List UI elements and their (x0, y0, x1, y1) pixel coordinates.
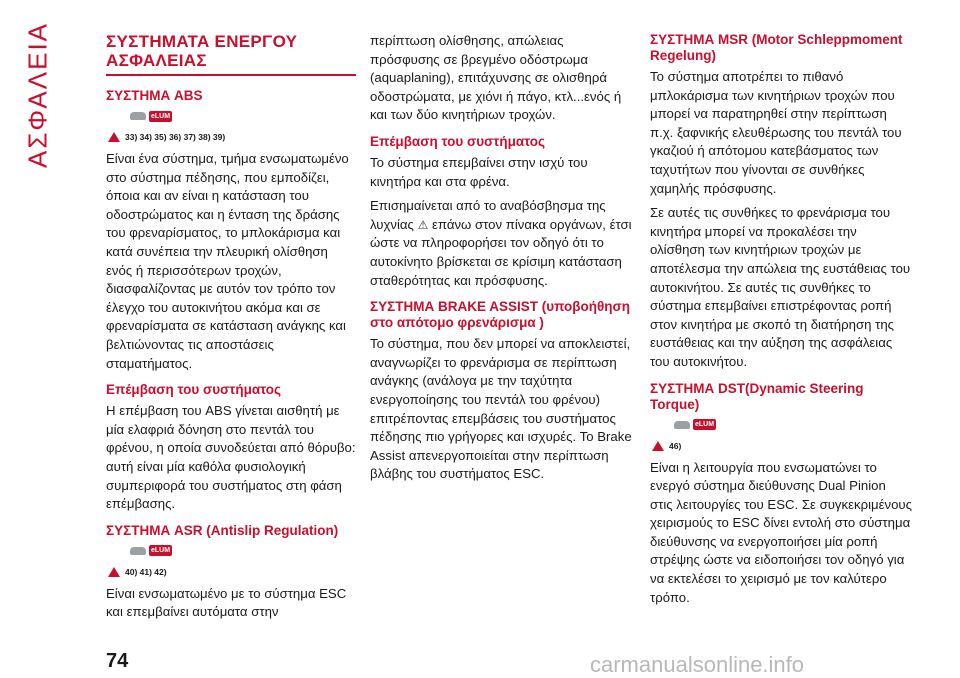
esc-warning-lamp-icon: ⚠ (417, 217, 429, 232)
dst-heading: ΣΥΣΤΗΜΑ DST(Dynamic Steering Torque) (650, 380, 864, 412)
elum-icon: eLUM (151, 547, 171, 555)
asr-body: Είναι ενσωματωμένο με το σύστημα ESC και επεμβαίνει αυτόματα στην (106, 585, 347, 620)
column-2 (370, 32, 632, 490)
elum-badge[interactable] (674, 417, 912, 433)
dst-body: Είναι η λειτουργία που ενσωματώνει το ενεργό σύστημα διεύθυνσης Dual Pinion στις λειτουργίες του ESC. Σε συγκεκριμένους χειρισμούς το ESC δίνει εντολή στο σύστημα διεύθυνσης να ενεργοποιήσει μία ροπή στρέψης ώστε να ειδοποιήσει τον οδηγό για να εκτελέσει το χειρισμό με τον καλύτερο τρόπο. (650, 459, 912, 605)
elum-icon: eLUM (695, 421, 715, 428)
asr-refs: 40) 41) 42) (125, 566, 167, 577)
car-icon (674, 421, 690, 429)
abs-intervention-body: Η επέμβαση του ABS γίνεται αισθητή με μία ελαφριά δόνηση στο πεντάλ του φρένου, η οποία συνοδεύεται από θόρυβο: αυτή είναι μία καθόλα φυσιολογική συμπεριφορά του συστήματος στη φάση επέμβασης. (106, 403, 356, 512)
asr-lamp-body: Επισημαίνεται από το αναβόσβησμα της λυχνίας ⚠ επάνω στον πίνακα οργάνων, έτσι ώστε να πληροφορήσει τον οδηγό ότι το αυτοκίνητο βρίσκεται σε κρίσιμη κατάσταση σταθερότητας και πρόσφυσης. (370, 198, 632, 288)
asr-body-cont: περίπτωση ολίσθησης, απώλειας πρόσφυσης σε βρεγμένο οδόστρωμα (aquaplaning), επιτάχυνσης σε ολισθηρά οδοστρώματα, με χιόνι ή πάγο, κτλ...ενός ή και των δύο κινητήριων τροχών. (370, 33, 622, 123)
msr-body-1: Το σύστημα αποτρέπει το πιθανό μπλοκάρισμα των κινητήριων τροχών που μπορεί να παρατηρηθεί στην περίπτωση π.χ. ξαφνικής ελευθέρωσης του πεντάλ του γκαζιού ή απότομου κατεβάσματος των ταχυτήτων που γίνονται σε συνθήκες χαμηλής πρόσφυσης. (650, 69, 902, 196)
car-icon (130, 547, 146, 555)
page-number: 74 (106, 650, 129, 672)
abs-intervention-heading: Επέμβαση του συστήματος (106, 382, 282, 398)
abs-warnings[interactable] (108, 132, 356, 142)
dst-refs: 46) (669, 440, 682, 451)
bas-heading: ΣΥΣΤΗΜΑ BRAKE ASSIST (υποβοήθηση στο απότομο φρενάρισμα ) (370, 299, 631, 331)
asr-heading: ΣΥΣΤΗΜΑ ASR (Antislip Regulation) (106, 522, 339, 538)
title-rule (106, 74, 356, 76)
column-3 (650, 32, 912, 613)
warning-icon (652, 441, 664, 451)
column-1 (106, 32, 356, 628)
msr-heading: ΣΥΣΤΗΜΑ MSR (Motor Schleppmoment Regelung) (650, 32, 903, 63)
car-icon (130, 112, 146, 120)
elum-badge[interactable] (130, 543, 356, 559)
warning-icon (108, 567, 120, 577)
bas-body: Το σύστημα, που δεν μπορεί να αποκλειστεί, αναγνωρίζει το φρενάρισμα σε περίπτωση ανάγκης (ανάλογα με την ταχύτητα ενεργοποίησης του πεντάλ του φρένου) επιτρέποντας επεμβάσεις του συστήματος πέδησης πιο γρήγορες και ισχυρές. Το Brake Assist απενεργοποιείται στην περίπτωση βλάβης του συστήματος ESC. (370, 336, 632, 482)
page-title: ΣΥΣΤΗΜΑΤΑ ΕΝΕΡΓΟΥ ΑΣΦΑΛΕΙΑΣ (106, 32, 298, 70)
warning-icon (108, 132, 120, 142)
abs-heading: ΣΥΣΤΗΜΑ ABS (106, 88, 203, 103)
abs-body: Είναι ένα σύστημα, τμήμα ενσωματωμένο στο σύστημα πέδησης, που εμποδίζει, όποια και αν είναι η κατάσταση του οδοστρώματος και η ένταση της δράσης του φρεναρίσματος, το μπλοκάρισμα και κατά συνέπεια την πλευρική ολίσθηση ενός ή περισσότερων τροχών, διασφαλίζοντας με αυτόν τον τρόπο τον έλεγχο του αυτοκινήτου ακόμα και σε φρεναρίσματα σε κατάσταση ανάγκης και βελτιώνοντας τις αποστάσεις σταματήματος. (106, 151, 349, 371)
abs-refs: 33) 34) 35) 36) 37) 38) 39) (125, 132, 226, 142)
elum-icon: eLUM (151, 112, 171, 120)
watermark: carmanualsonline.info (590, 652, 805, 677)
asr-intervention-body: Το σύστημα επεμβαίνει στην ισχύ του κινητήρα και στα φρένα. (370, 154, 588, 189)
dst-warnings[interactable] (652, 441, 912, 451)
elum-badge[interactable] (130, 108, 356, 124)
asr-intervention-heading: Επέμβαση του συστήματος (370, 133, 546, 149)
asr-warnings[interactable] (108, 567, 356, 577)
section-side-label: ΑΣΦΑΛΕΙΑ (22, 21, 53, 169)
msr-body-2: Σε αυτές τις συνθήκες το φρενάρισμα του κινητήρα μπορεί να προκαλέσει την ολίσθηση των κινητήριων τροχών με αποτέλεσμα την απώλεια της ευστάθειας του αυτοκινήτου. Σε αυτές τις συνθήκες το σύστημα επεμβαίνει επιστρέφοντας ροπή στον κινητήρα με σκοπό τη διατήρηση της ευστάθειας και την αύξηση της ασφάλειας του αυτοκινήτου. (650, 205, 911, 369)
